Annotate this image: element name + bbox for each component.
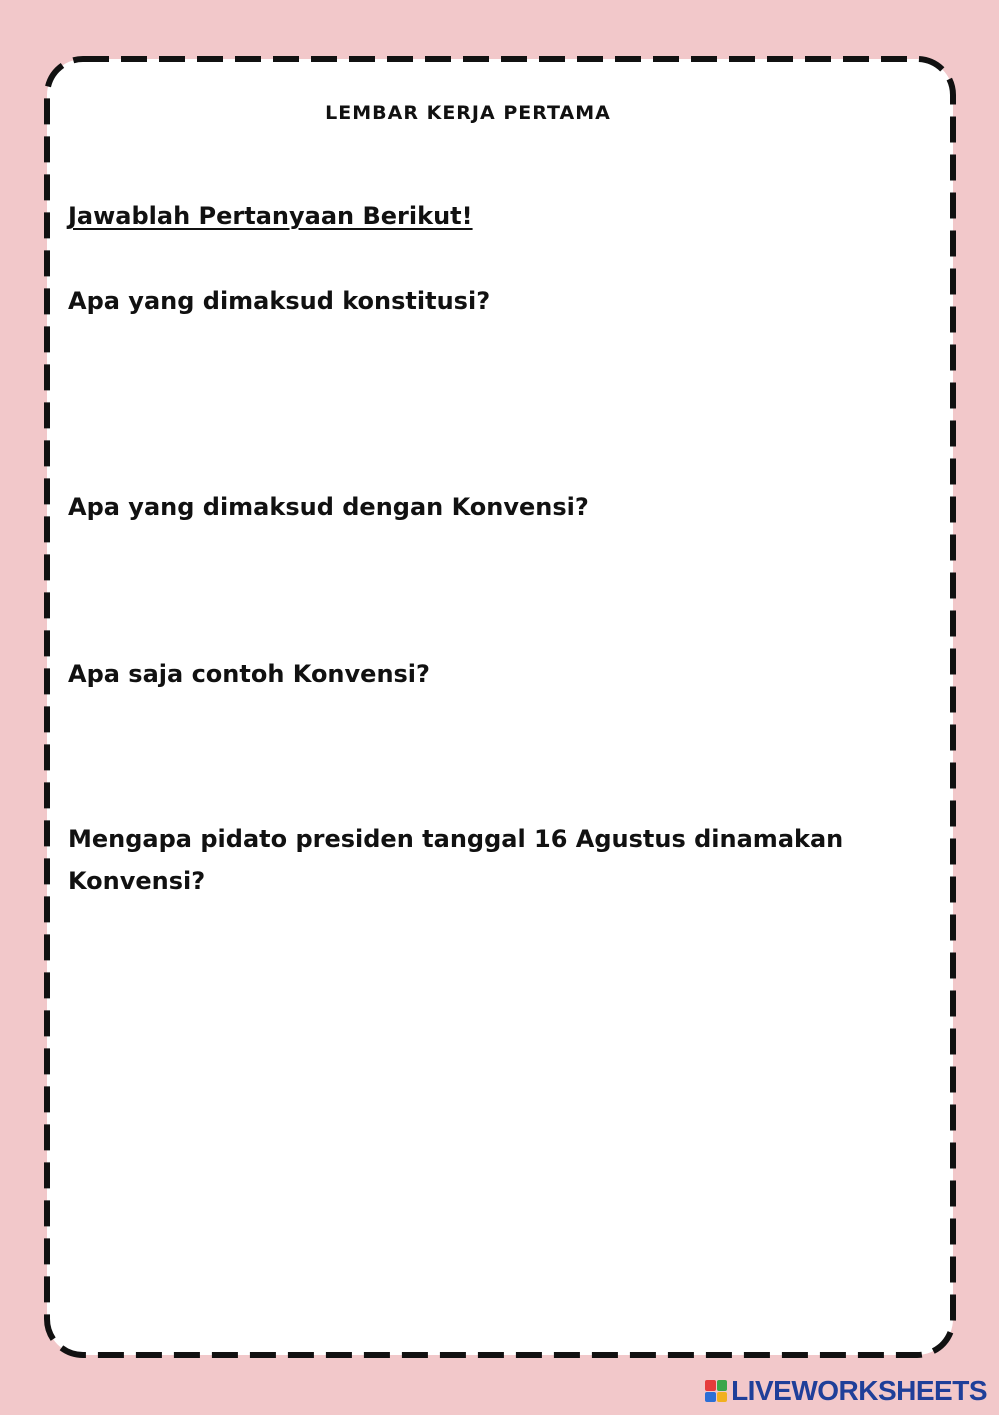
answer-area-3[interactable] (68, 701, 908, 811)
liveworksheets-brand (705, 1375, 987, 1407)
logo-square-yellow (717, 1392, 728, 1403)
answer-area-2[interactable] (68, 534, 908, 646)
logo-square-green (717, 1380, 728, 1391)
worksheet-title: LEMBAR KERJA PERTAMA (325, 102, 611, 124)
logo-square-blue (705, 1392, 716, 1403)
brand-name: LIVEWORKSHEETS (731, 1375, 987, 1406)
question-2: Apa yang dimaksud dengan Konvensi? (68, 493, 589, 521)
answer-area-4[interactable] (68, 908, 908, 1328)
question-1: Apa yang dimaksud konstitusi? (68, 287, 491, 315)
logo-square-red (705, 1380, 716, 1391)
instruction-heading: Jawablah Pertanyaan Berikut! (68, 202, 473, 230)
liveworksheets-logo-icon (705, 1380, 727, 1402)
question-4: Mengapa pidato presiden tanggal 16 Agustus dinamakan Konvensi? (68, 825, 844, 895)
worksheet-sheet (44, 56, 956, 1358)
answer-area-1[interactable] (68, 328, 908, 478)
question-3: Apa saja contoh Konvensi? (68, 660, 430, 688)
